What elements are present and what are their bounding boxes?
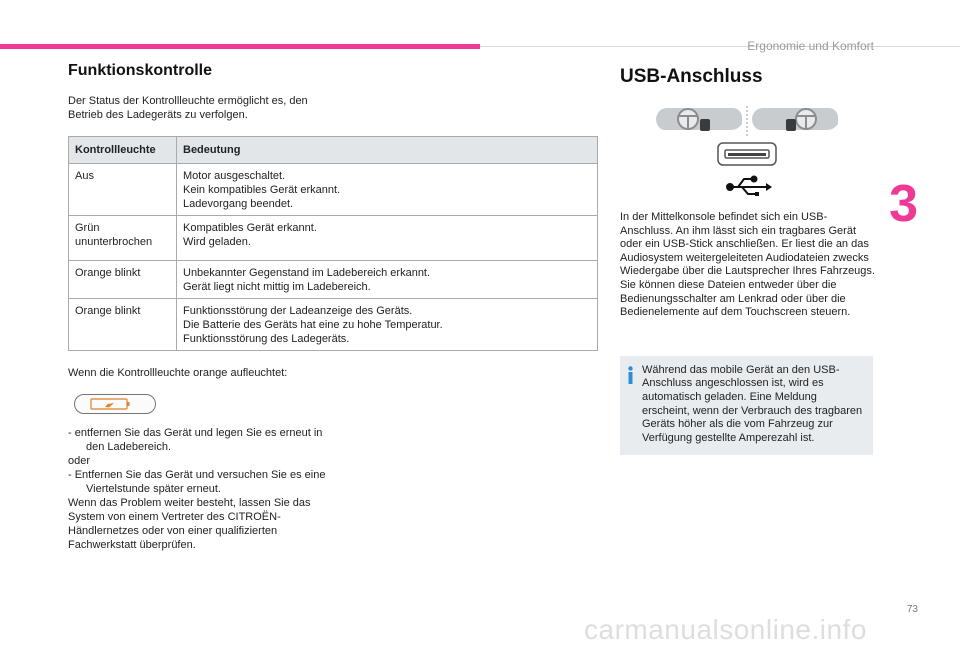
column-header: Kontrollleuchte <box>69 137 177 164</box>
table-row <box>69 216 598 261</box>
meaning-line: Funktionsstörung der Ladeanzeige des Geräts. <box>183 305 413 317</box>
indicator-meaning <box>177 299 598 351</box>
meaning-line: Kompatibles Gerät erkannt. <box>183 222 317 234</box>
actions-list <box>68 426 328 552</box>
indicator-state: Orange blinkt <box>69 299 177 351</box>
indicator-meaning <box>177 164 598 216</box>
table-row <box>69 261 598 299</box>
info-text: Während das mobile Gerät an den USB-Anschluss angeschlossen ist, wird es automatisch geladen. Eine Meldung erscheint, wenn der Verbrauch des tragbaren Geräts höher als die vom Fahrzeug zur Verfügung gestellte Amperezahl ist. <box>642 363 863 444</box>
info-icon <box>626 366 635 384</box>
table-header-row <box>69 137 598 164</box>
action-item: - entfernen Sie das Gerät und legen Sie es erneut in den Ladebereich. <box>68 427 323 453</box>
indicator-state: Orange blinkt <box>69 261 177 299</box>
indicator-meaning <box>177 216 598 261</box>
indicator-state: Aus <box>69 164 177 216</box>
or-text: oder <box>68 455 91 467</box>
usb-description: In der Mittelkonsole befindet sich ein USB-Anschluss. An ihm lässt sich ein tragbares Gerät oder ein USB-Stick anschließen. Er liest die an das Audiosystem weitergeleiteten Audiodateien zwecks Wiedergabe über die Lautsprecher Ihres Fahrzeugs. Sie können diese Dateien entweder über die Bedienungsschalter am Lenkrad oder über die Bedienelemente auf dem Touchscreen steuern. <box>620 211 875 319</box>
watermark: carmanualsonline.info <box>584 614 867 645</box>
section-title: Funktionskontrolle <box>68 62 212 79</box>
usb-port-illustration <box>638 104 856 199</box>
indicator-meaning <box>177 261 598 299</box>
status-table <box>68 136 598 351</box>
intro-text: Der Status der Kontrollleuchte ermöglicht es, den Betrieb des Ladegeräts zu verfolgen. <box>68 95 308 121</box>
meaning-line: Unbekannter Gegenstand im Ladebereich erkannt. <box>183 267 431 279</box>
meaning-line: Funktionsstörung des Ladegeräts. <box>183 333 350 345</box>
info-box <box>620 356 873 456</box>
page-number: 73 <box>906 604 918 615</box>
action-item: - Entfernen Sie das Gerät und versuchen Sie es eine Viertelstunde später erneut. <box>68 469 326 495</box>
column-header: Bedeutung <box>177 137 598 164</box>
accent-bar <box>0 44 480 49</box>
meaning-line: Wird geladen. <box>183 236 251 248</box>
chapter-title: Ergonomie und Komfort <box>747 39 874 53</box>
meaning-line: Kein kompatibles Gerät erkannt. <box>183 184 341 196</box>
table-row <box>69 299 598 351</box>
usb-section <box>620 66 875 455</box>
meaning-line: Ladevorgang beendet. <box>183 198 294 210</box>
meaning-line: Die Batterie des Geräts hat eine zu hohe Temperatur. <box>183 319 443 331</box>
orange-intro: Wenn die Kontrollleuchte orange aufleuchtet: <box>68 367 288 379</box>
wireless-charger-icon <box>74 394 156 414</box>
section-title: USB-Anschluss <box>620 66 763 87</box>
chapter-number: 3 <box>889 175 918 233</box>
funktionskontrolle-section <box>68 62 598 552</box>
closing-text: Wenn das Problem weiter besteht, lassen Sie das System von einem Vertreter des CITROËN-Händlernetzes oder von einer qualifizierten Fachwerkstatt überprüfen. <box>68 497 311 551</box>
header-rule <box>480 46 960 47</box>
meaning-line: Motor ausgeschaltet. <box>183 170 286 182</box>
meaning-line: Gerät liegt nicht mittig im Ladebereich. <box>183 281 371 293</box>
table-row <box>69 164 598 216</box>
indicator-state: Grün ununterbrochen <box>69 216 177 261</box>
